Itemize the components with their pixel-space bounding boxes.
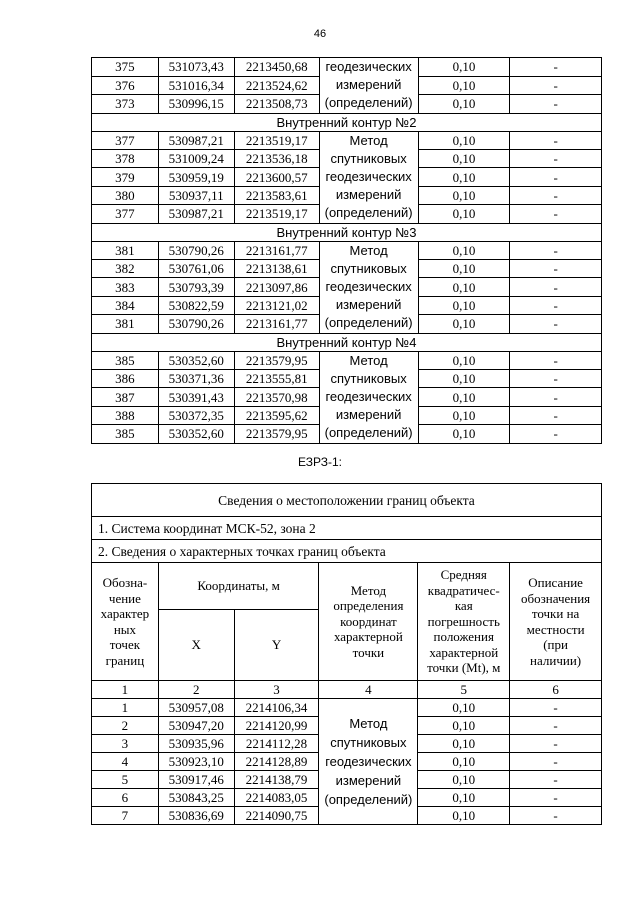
header-x: X — [158, 610, 234, 681]
coord-x: 530372,35 — [158, 406, 234, 424]
description-value: - — [510, 699, 602, 717]
description-value: - — [510, 131, 602, 149]
coord-y: 2213583,61 — [234, 186, 319, 204]
description-value: - — [510, 278, 602, 296]
point-number: 386 — [92, 370, 159, 388]
coord-y: 2213519,17 — [234, 205, 319, 223]
table-row — [92, 241, 602, 259]
coord-y: 2214090,75 — [234, 807, 319, 825]
point-number: 373 — [92, 95, 159, 114]
coord-x: 530352,60 — [158, 425, 234, 443]
method-line: (определений) — [324, 315, 413, 331]
point-number: 376 — [92, 76, 159, 95]
column-number: 1 — [92, 681, 159, 699]
description-value: - — [510, 370, 602, 388]
method-line: измерений — [335, 77, 402, 93]
description-value: - — [510, 205, 602, 223]
point-number: 378 — [92, 150, 159, 168]
description-value: - — [510, 771, 602, 789]
point-number: 4 — [92, 753, 159, 771]
description-value: - — [510, 388, 602, 406]
description-value: - — [510, 241, 602, 259]
point-number: 377 — [92, 205, 159, 223]
header-accuracy: Средняя квадратичес- кая погрешность положения характерной точки (Mt), м — [418, 563, 510, 681]
coord-y: 2213161,77 — [234, 315, 319, 333]
coord-y: 2214138,79 — [234, 771, 319, 789]
method-line: геодезических — [325, 279, 412, 295]
point-number: 5 — [92, 771, 159, 789]
method-cell — [319, 699, 418, 825]
section-title: Внутренний контур №2 — [92, 113, 602, 131]
section-row — [92, 333, 602, 351]
method-line: измерений — [335, 773, 402, 788]
boundary-points-table — [91, 483, 602, 825]
coord-y: 2214120,99 — [234, 717, 319, 735]
section-title: Внутренний контур №3 — [92, 223, 602, 241]
accuracy-value: 0,10 — [418, 370, 510, 388]
coord-x: 530843,25 — [158, 789, 234, 807]
coord-x: 530761,06 — [158, 260, 234, 278]
coord-y: 2213519,17 — [234, 131, 319, 149]
method-line: Метод — [349, 352, 388, 368]
coord-x: 530947,20 — [158, 717, 234, 735]
method-cell — [319, 131, 418, 223]
description-value: - — [510, 351, 602, 369]
point-number: 379 — [92, 168, 159, 186]
coord-x: 530793,39 — [158, 278, 234, 296]
accuracy-value: 0,10 — [418, 260, 510, 278]
description-value: - — [510, 168, 602, 186]
point-number: 375 — [92, 58, 159, 77]
description-value: - — [510, 753, 602, 771]
method-line: геодезических — [325, 59, 412, 74]
method-line: (определений) — [324, 205, 413, 221]
description-value: - — [510, 296, 602, 314]
point-number: 377 — [92, 131, 159, 149]
point-number: 383 — [92, 278, 159, 296]
section-row — [92, 113, 602, 131]
page-number: 46 — [313, 28, 327, 40]
coord-x: 530957,08 — [158, 699, 234, 717]
method-line: геодезических — [325, 754, 412, 769]
coord-x: 530836,69 — [158, 807, 234, 825]
accuracy-value: 0,10 — [418, 351, 510, 369]
description-value: - — [510, 315, 602, 333]
coord-y: 2213138,61 — [234, 260, 319, 278]
zone-caption: ЕЗРЗ-1: — [298, 455, 342, 469]
coord-y: 2214112,28 — [234, 735, 319, 753]
coord-y: 2213595,62 — [234, 406, 319, 424]
column-number: 5 — [418, 681, 510, 699]
method-line: спутниковых — [330, 370, 407, 386]
description-value: - — [510, 789, 602, 807]
coord-y: 2213121,02 — [234, 296, 319, 314]
point-number: 7 — [92, 807, 159, 825]
accuracy-value: 0,10 — [418, 699, 510, 717]
coord-y: 2213555,81 — [234, 370, 319, 388]
accuracy-value: 0,10 — [418, 241, 510, 259]
accuracy-value: 0,10 — [418, 186, 510, 204]
point-number: 6 — [92, 789, 159, 807]
section-title: Внутренний контур №4 — [92, 333, 602, 351]
header-coordinates: Координаты, м — [158, 563, 319, 610]
accuracy-value: 0,10 — [418, 789, 510, 807]
accuracy-value: 0,10 — [418, 807, 510, 825]
method-line: измерений — [335, 297, 402, 313]
coord-x: 530923,10 — [158, 753, 234, 771]
coord-y: 2214083,05 — [234, 789, 319, 807]
coord-x: 530987,21 — [158, 205, 234, 223]
points-info: 2. Сведения о характерных точках границ объекта — [92, 540, 602, 563]
method-line: измерений — [335, 407, 402, 423]
accuracy-value: 0,10 — [418, 425, 510, 443]
coord-x: 531009,24 — [158, 150, 234, 168]
method-cell — [319, 58, 418, 114]
point-number: 380 — [92, 186, 159, 204]
accuracy-value: 0,10 — [418, 168, 510, 186]
accuracy-value: 0,10 — [418, 95, 510, 114]
coord-x: 530371,36 — [158, 370, 234, 388]
accuracy-value: 0,10 — [418, 296, 510, 314]
description-value: - — [510, 807, 602, 825]
point-number: 2 — [92, 717, 159, 735]
method-line: спутниковых — [330, 150, 407, 166]
description-value: - — [510, 717, 602, 735]
column-number: 4 — [319, 681, 418, 699]
table-row — [92, 699, 602, 717]
column-number: 3 — [234, 681, 319, 699]
accuracy-value: 0,10 — [418, 717, 510, 735]
accuracy-value: 0,10 — [418, 278, 510, 296]
coord-x: 530917,46 — [158, 771, 234, 789]
coord-y: 2214128,89 — [234, 753, 319, 771]
point-number: 384 — [92, 296, 159, 314]
coord-y: 2213508,73 — [234, 95, 319, 114]
coord-x: 530935,96 — [158, 735, 234, 753]
point-number: 382 — [92, 260, 159, 278]
coord-x: 530959,19 — [158, 168, 234, 186]
coord-x: 530790,26 — [158, 241, 234, 259]
header-y: Y — [234, 610, 319, 681]
description-value: - — [510, 735, 602, 753]
coordinates-continuation-table — [91, 57, 602, 444]
coord-x: 530822,59 — [158, 296, 234, 314]
point-number: 385 — [92, 425, 159, 443]
table-row — [92, 58, 602, 77]
coord-y: 2213579,95 — [234, 425, 319, 443]
coord-y: 2213570,98 — [234, 388, 319, 406]
description-value: - — [510, 186, 602, 204]
header-method: Метод определения координат характерной точки — [319, 563, 418, 681]
point-number: 388 — [92, 406, 159, 424]
coord-x: 530391,43 — [158, 388, 234, 406]
coord-x: 530790,26 — [158, 315, 234, 333]
coord-y: 2213524,62 — [234, 76, 319, 95]
accuracy-value: 0,10 — [418, 76, 510, 95]
description-value: - — [510, 58, 602, 77]
point-number: 387 — [92, 388, 159, 406]
description-value: - — [510, 406, 602, 424]
point-number: 3 — [92, 735, 159, 753]
description-value: - — [510, 260, 602, 278]
method-cell — [319, 241, 418, 333]
method-line: Метод — [349, 242, 388, 258]
coord-y: 2213450,68 — [234, 58, 319, 77]
description-value: - — [510, 95, 602, 114]
column-numbers-row — [92, 681, 602, 699]
accuracy-value: 0,10 — [418, 131, 510, 149]
method-line: (определений) — [324, 425, 413, 441]
point-number: 381 — [92, 241, 159, 259]
coord-y: 2213579,95 — [234, 351, 319, 369]
accuracy-value: 0,10 — [418, 753, 510, 771]
header-description: Описание обозначения точки на местности (при наличии) — [510, 563, 602, 681]
coord-x: 531016,34 — [158, 76, 234, 95]
accuracy-value: 0,10 — [418, 735, 510, 753]
description-value: - — [510, 76, 602, 95]
coord-x: 530352,60 — [158, 351, 234, 369]
table-title: Сведения о местоположении границ объекта — [92, 484, 602, 517]
method-line: геодезических — [325, 389, 412, 405]
point-number: 381 — [92, 315, 159, 333]
method-cell — [319, 351, 418, 443]
method-line: (определений) — [324, 792, 413, 807]
method-line: спутниковых — [330, 735, 407, 750]
table-row — [92, 131, 602, 149]
accuracy-value: 0,10 — [418, 406, 510, 424]
method-line: измерений — [335, 187, 402, 203]
accuracy-value: 0,10 — [418, 58, 510, 77]
method-line: геодезических — [325, 169, 412, 185]
column-number: 2 — [158, 681, 234, 699]
coord-y: 2214106,34 — [234, 699, 319, 717]
coord-x: 531073,43 — [158, 58, 234, 77]
accuracy-value: 0,10 — [418, 150, 510, 168]
description-value: - — [510, 150, 602, 168]
table-row — [92, 351, 602, 369]
coord-y: 2213097,86 — [234, 278, 319, 296]
point-number: 385 — [92, 351, 159, 369]
column-number: 6 — [510, 681, 602, 699]
coord-y: 2213600,57 — [234, 168, 319, 186]
accuracy-value: 0,10 — [418, 315, 510, 333]
coord-y: 2213536,18 — [234, 150, 319, 168]
coord-y: 2213161,77 — [234, 241, 319, 259]
coord-x: 530996,15 — [158, 95, 234, 114]
coordinate-system: 1. Система координат МСК-52, зона 2 — [92, 517, 602, 540]
coord-x: 530987,21 — [158, 131, 234, 149]
method-line: (определений) — [324, 95, 413, 111]
section-row — [92, 223, 602, 241]
method-line: Метод — [349, 132, 388, 148]
method-line: спутниковых — [330, 260, 407, 276]
accuracy-value: 0,10 — [418, 771, 510, 789]
method-line: Метод — [349, 716, 388, 731]
header-designation: Обозна- чение характер ных точек границ — [92, 563, 159, 681]
accuracy-value: 0,10 — [418, 205, 510, 223]
description-value: - — [510, 425, 602, 443]
point-number: 1 — [92, 699, 159, 717]
accuracy-value: 0,10 — [418, 388, 510, 406]
coord-x: 530937,11 — [158, 186, 234, 204]
